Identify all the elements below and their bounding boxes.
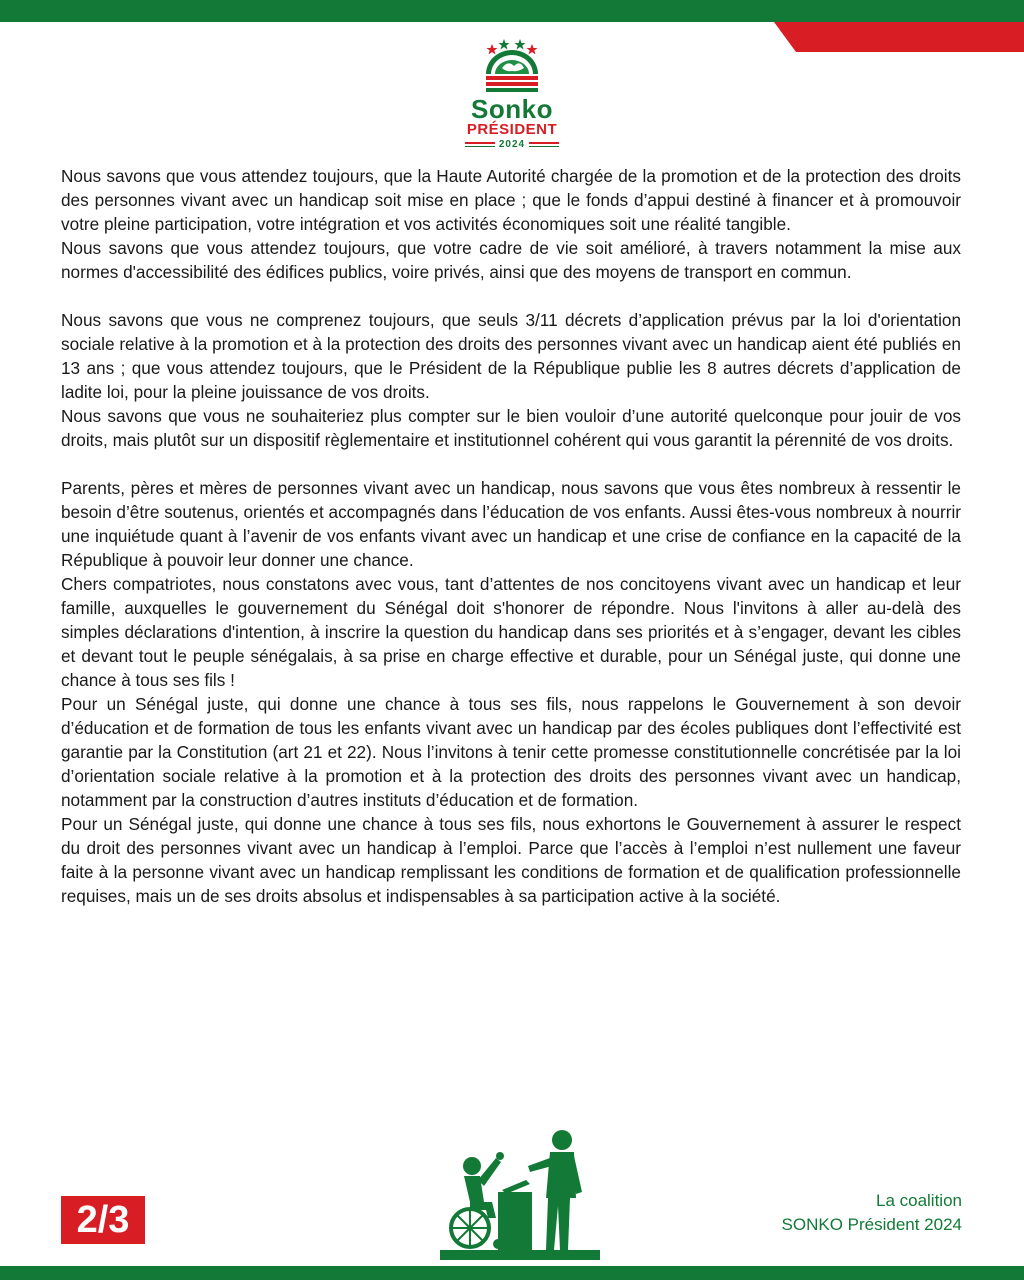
- logo: [452, 38, 572, 150]
- logo-lines-left: [465, 142, 495, 147]
- logo-name: Sonko: [471, 94, 553, 124]
- letter-body: [61, 164, 961, 908]
- logo-lines-right: [529, 142, 559, 147]
- logo-year: 2024: [498, 139, 526, 150]
- paragraph-2: Nous savons que vous attendez toujours, que votre cadre de vie soit amélioré, à travers notamment la mise aux normes d'accessibilité des édifices publics, voire privés, ainsi que des moyens de transport en commun.: [61, 238, 961, 282]
- logo-title: PRÉSIDENT: [466, 121, 558, 138]
- paragraph-4: Nous savons que vous ne souhaiteriez plus compter sur le bien vouloir d’une autorité quelconque pour jouir de vos droits, mais plutôt sur un dispositif règlementaire et institutionnel cohérent qui vous garantit la pérennité de vos droits.: [61, 406, 961, 450]
- top-red-accent: [774, 22, 1024, 52]
- bottom-green-band: [0, 1266, 1024, 1280]
- signature-line-2: SONKO Président 2024: [781, 1215, 962, 1234]
- signature: [782, 1189, 962, 1237]
- paragraph-gap: [61, 284, 961, 308]
- paragraph-1: Nous savons que vous attendez toujours, que la Haute Autorité chargée de la promotion et de la protection des droits des personnes vivant avec un handicap soit mise en place ; que le fonds d’appui destiné à financer et à promouvoir votre pleine participation, votre intégration et vos activités économiques soit une réalité tangible.: [61, 166, 961, 234]
- logo-year-row: [452, 139, 572, 150]
- logo-emblem-icon: [480, 38, 544, 94]
- signature-line-1: La coalition: [875, 1191, 962, 1210]
- paragraph-3: Nous savons que vous ne comprenez toujours, que seuls 3/11 décrets d’application prévus par la loi d'orientation sociale relative à la promotion et à la protection des droits des personnes vivant avec un handicap aient été publiés en 13 ans ; que vous attendez toujours, que le Président de la République publie les 8 autres décrets d’application de ladite loi, pour la pleine jouissance de vos droits.: [61, 310, 961, 402]
- inclusion-illustration-icon: [440, 1128, 600, 1260]
- page-indicator-badge: 2/3: [61, 1196, 145, 1244]
- paragraph-8: Pour un Sénégal juste, qui donne une chance à tous ses fils, nous exhortons le Gouvernement à assurer le respect du droit des personnes vivant avec un handicap à l’emploi. Parce que l’accès à l’emploi n’est nullement une faveur faite à la personne vivant avec un handicap remplissant les conditions de formation et de qualification professionnelle requises, mais un de ses droits absolus et indispensables à sa participation active à la société.: [61, 814, 961, 906]
- paragraph-5: Parents, pères et mères de personnes vivant avec un handicap, nous savons que vous êtes nombreux à ressentir le besoin d’être soutenus, orientés et accompagnés dans l’éducation de vos enfants. Aussi êtes-vous nombreux à nourrir une inquiétude quant à l’avenir de vos enfants vivant avec un handicap et une crise de confiance en la capacité de la République à pouvoir leur donner une chance.: [61, 478, 962, 570]
- top-green-band: [0, 0, 1024, 22]
- paragraph-6: Chers compatriotes, nous constatons avec vous, tant d’attentes de nos concitoyens vivant avec un handicap et leur famille, auxquelles le gouvernement du Sénégal doit s'honorer de répondre. Nous l'invitons à aller au-delà des simples déclarations d'intention, à inscrire la question du handicap dans ses priorités et à s’engager, devant les cibles et devant tout le peuple sénégalais, à sa prise en charge effective et durable, pour un Sénégal juste, qui donne une chance à tous ses fils !: [61, 574, 961, 690]
- paragraph-gap: [61, 452, 961, 476]
- paragraph-7: Pour un Sénégal juste, qui donne une chance à tous ses fils, nous rappelons le Gouvernement à son devoir d’éducation et de formation de tous les enfants vivant avec un handicap par des écoles publiques dont l’effectivité est garantie par la Constitution (art 21 et 22). Nous l’invitons à tenir cette promesse constitutionnelle concrétisée par la loi d’orientation sociale relative à la promotion et à la protection des droits des personnes vivant avec un handicap, notamment par la construction d’autres instituts d’éducation et de formation.: [61, 694, 961, 810]
